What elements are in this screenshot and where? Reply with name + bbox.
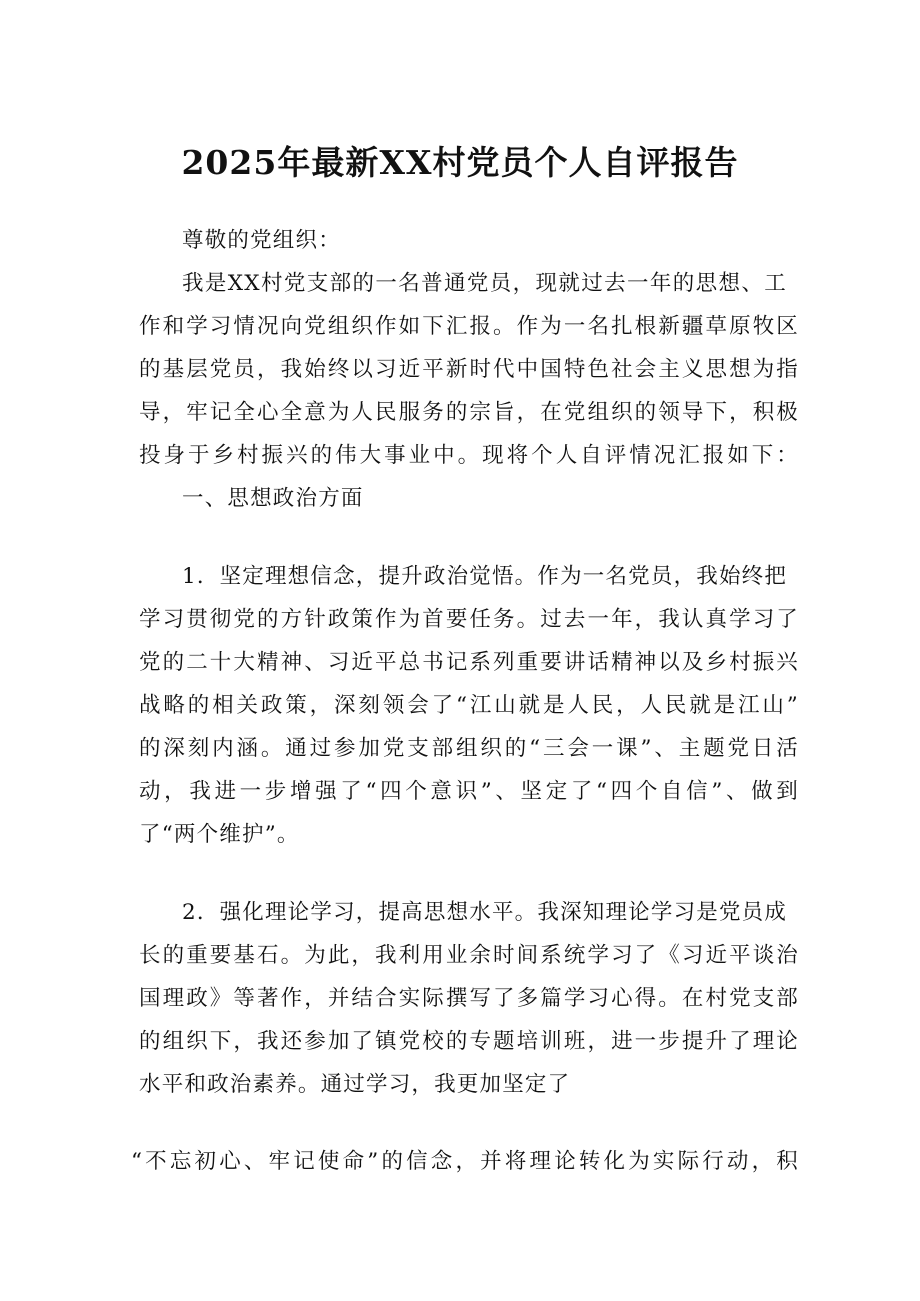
paragraph-line: 2．强化理论学习，提高思想水平。我深知理论学习是党员成 xyxy=(182,900,787,925)
paragraph-line: 的深刻内涵。通过参加党支部组织的“三会一课”、主题党日活 xyxy=(139,736,799,761)
paragraph-line: 的基层党员，我始终以习近平新时代中国特色社会主义思想为指 xyxy=(139,357,799,382)
section-heading: 一、思想政治方面 xyxy=(182,486,364,511)
paragraph-line: 学习贯彻党的方针政策作为首要任务。过去一年，我认真学习了 xyxy=(139,607,799,632)
paragraph-line: 动，我进一步增强了“四个意识”、坚定了“四个自信”、做到 xyxy=(139,779,799,804)
paragraph-line: 党的二十大精神、习近平总书记系列重要讲话精神以及乡村振兴 xyxy=(139,650,799,675)
paragraph-line: “不忘初心、牢记使命”的信念，并将理论转化为实际行动，积 xyxy=(131,1149,799,1174)
paragraph-line: 战略的相关政策，深刻领会了“江山就是人民，人民就是江山” xyxy=(139,693,799,718)
paragraph-line: 我是XX村党支部的一名普通党员，现就过去一年的思想、工 xyxy=(182,271,787,296)
paragraph-line: 的组织下，我还参加了镇党校的专题培训班，进一步提升了理论 xyxy=(139,1029,799,1054)
paragraph-line: 了“两个维护”。 xyxy=(139,822,300,847)
salutation: 尊敬的党组织： xyxy=(182,228,341,253)
document-title: 2025年最新XX村党员个人自评报告 xyxy=(181,143,739,182)
paragraph-line: 导，牢记全心全意为人民服务的宗旨，在党组织的领导下，积极 xyxy=(139,400,799,425)
paragraph-line: 投身于乡村振兴的伟大事业中。现将个人自评情况汇报如下： xyxy=(139,443,799,468)
paragraph-line: 国理政》等著作，并结合实际撰写了多篇学习心得。在村党支部 xyxy=(139,986,799,1011)
paragraph-line: 作和学习情况向党组织作如下汇报。作为一名扎根新疆草原牧区 xyxy=(139,314,799,339)
paragraph-line: 水平和政治素养。通过学习，我更加坚定了 xyxy=(139,1072,571,1097)
paragraph-line: 1．坚定理想信念，提升政治觉悟。作为一名党员，我始终把 xyxy=(182,564,787,589)
paragraph-line: 长的重要基石。为此，我利用业余时间系统学习了《习近平谈治 xyxy=(139,943,799,968)
